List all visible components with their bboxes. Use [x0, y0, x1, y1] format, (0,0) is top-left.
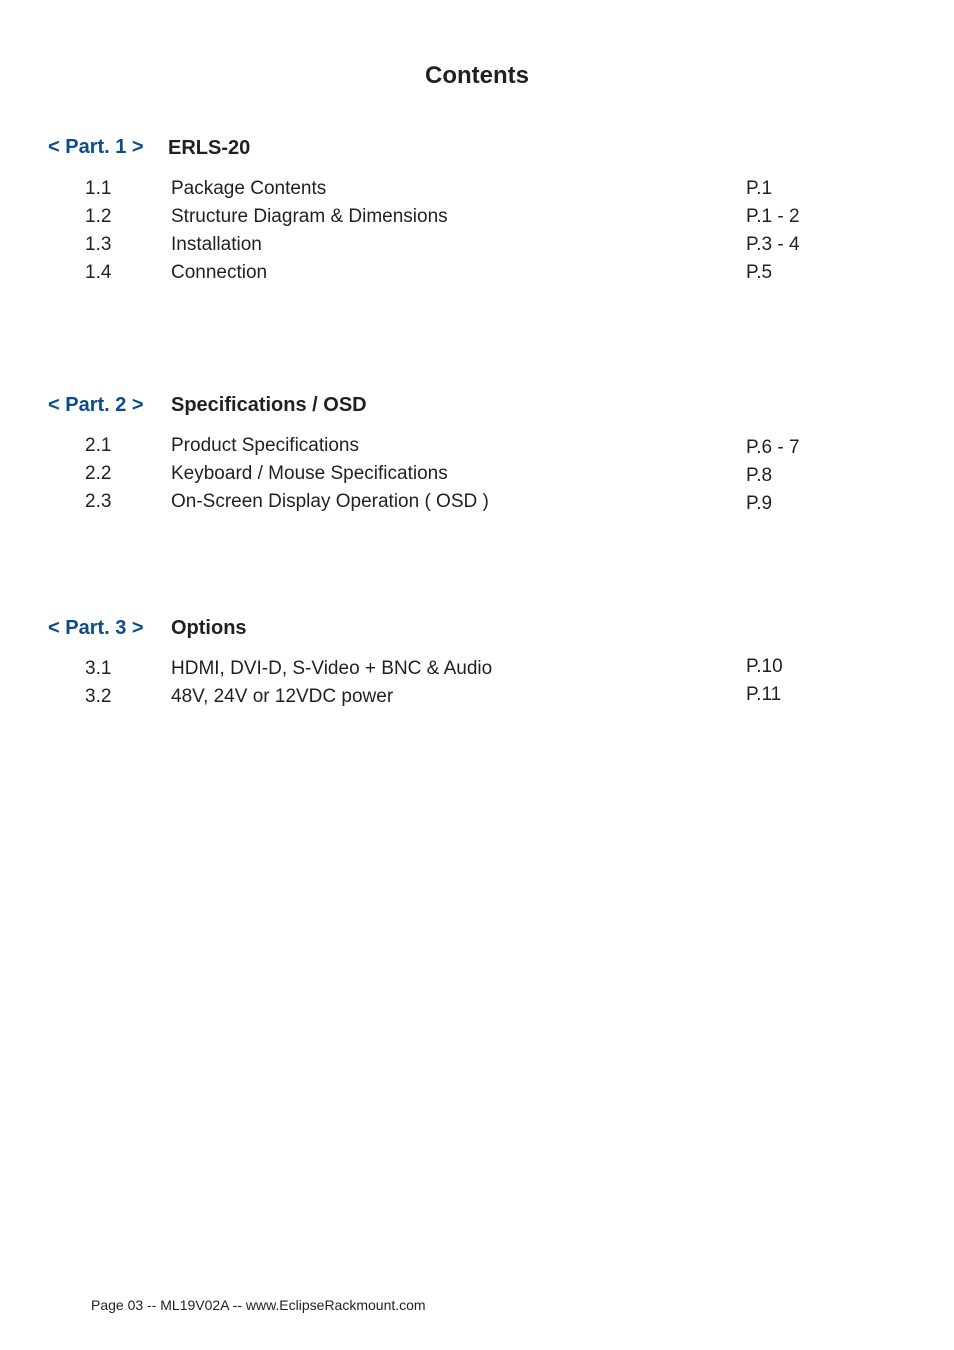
part-title: Specifications / OSD — [171, 394, 367, 416]
toc-item-page: P.8 — [746, 465, 773, 486]
toc-item-page: P.11 — [746, 684, 782, 705]
toc-item-name: Structure Diagram & Dimensions — [171, 206, 448, 227]
toc-item-number: 1.3 — [85, 234, 112, 255]
part-label: < Part. 1 > — [48, 136, 144, 158]
toc-item-page: P.3 - 4 — [746, 234, 800, 255]
toc-item-number: 3.1 — [85, 658, 112, 679]
toc-item-page: P.1 - 2 — [746, 206, 800, 227]
toc-item-number: 1.1 — [85, 178, 112, 199]
toc-item-number: 1.2 — [85, 206, 112, 227]
toc-item-name: Package Contents — [171, 178, 327, 199]
toc-item-name: Product Specifications — [171, 435, 359, 456]
toc-item-number: 3.2 — [85, 686, 112, 707]
part-title: ERLS-20 — [168, 137, 251, 159]
toc-item-name: Installation — [171, 234, 262, 255]
toc-item-page: P.9 — [746, 493, 773, 514]
toc-item-page: P.1 — [746, 178, 773, 199]
part-title: Options — [171, 617, 247, 639]
toc-item-number: 1.4 — [85, 262, 112, 283]
toc-item-name: 48V, 24V or 12VDC power — [171, 686, 394, 707]
part-label: < Part. 2 > — [48, 394, 144, 416]
toc-item-name: On-Screen Display Operation ( OSD ) — [171, 491, 489, 512]
toc-item-number: 2.1 — [85, 435, 112, 456]
toc-item-name: HDMI, DVI-D, S-Video + BNC & Audio — [171, 658, 493, 679]
part-label: < Part. 3 > — [48, 617, 144, 639]
toc-item-page: P.10 — [746, 656, 783, 677]
toc-item-number: 2.3 — [85, 491, 112, 512]
toc-item-name: Connection — [171, 262, 268, 283]
toc-item-name: Keyboard / Mouse Specifications — [171, 463, 448, 484]
page-title: Contents — [425, 62, 529, 89]
toc-item-page: P.6 - 7 — [746, 437, 800, 458]
toc-item-number: 2.2 — [85, 463, 112, 484]
toc-item-page: P.5 — [746, 262, 773, 283]
page-footer: Page 03 -- ML19V02A -- www.EclipseRackmount.com — [91, 1297, 426, 1313]
